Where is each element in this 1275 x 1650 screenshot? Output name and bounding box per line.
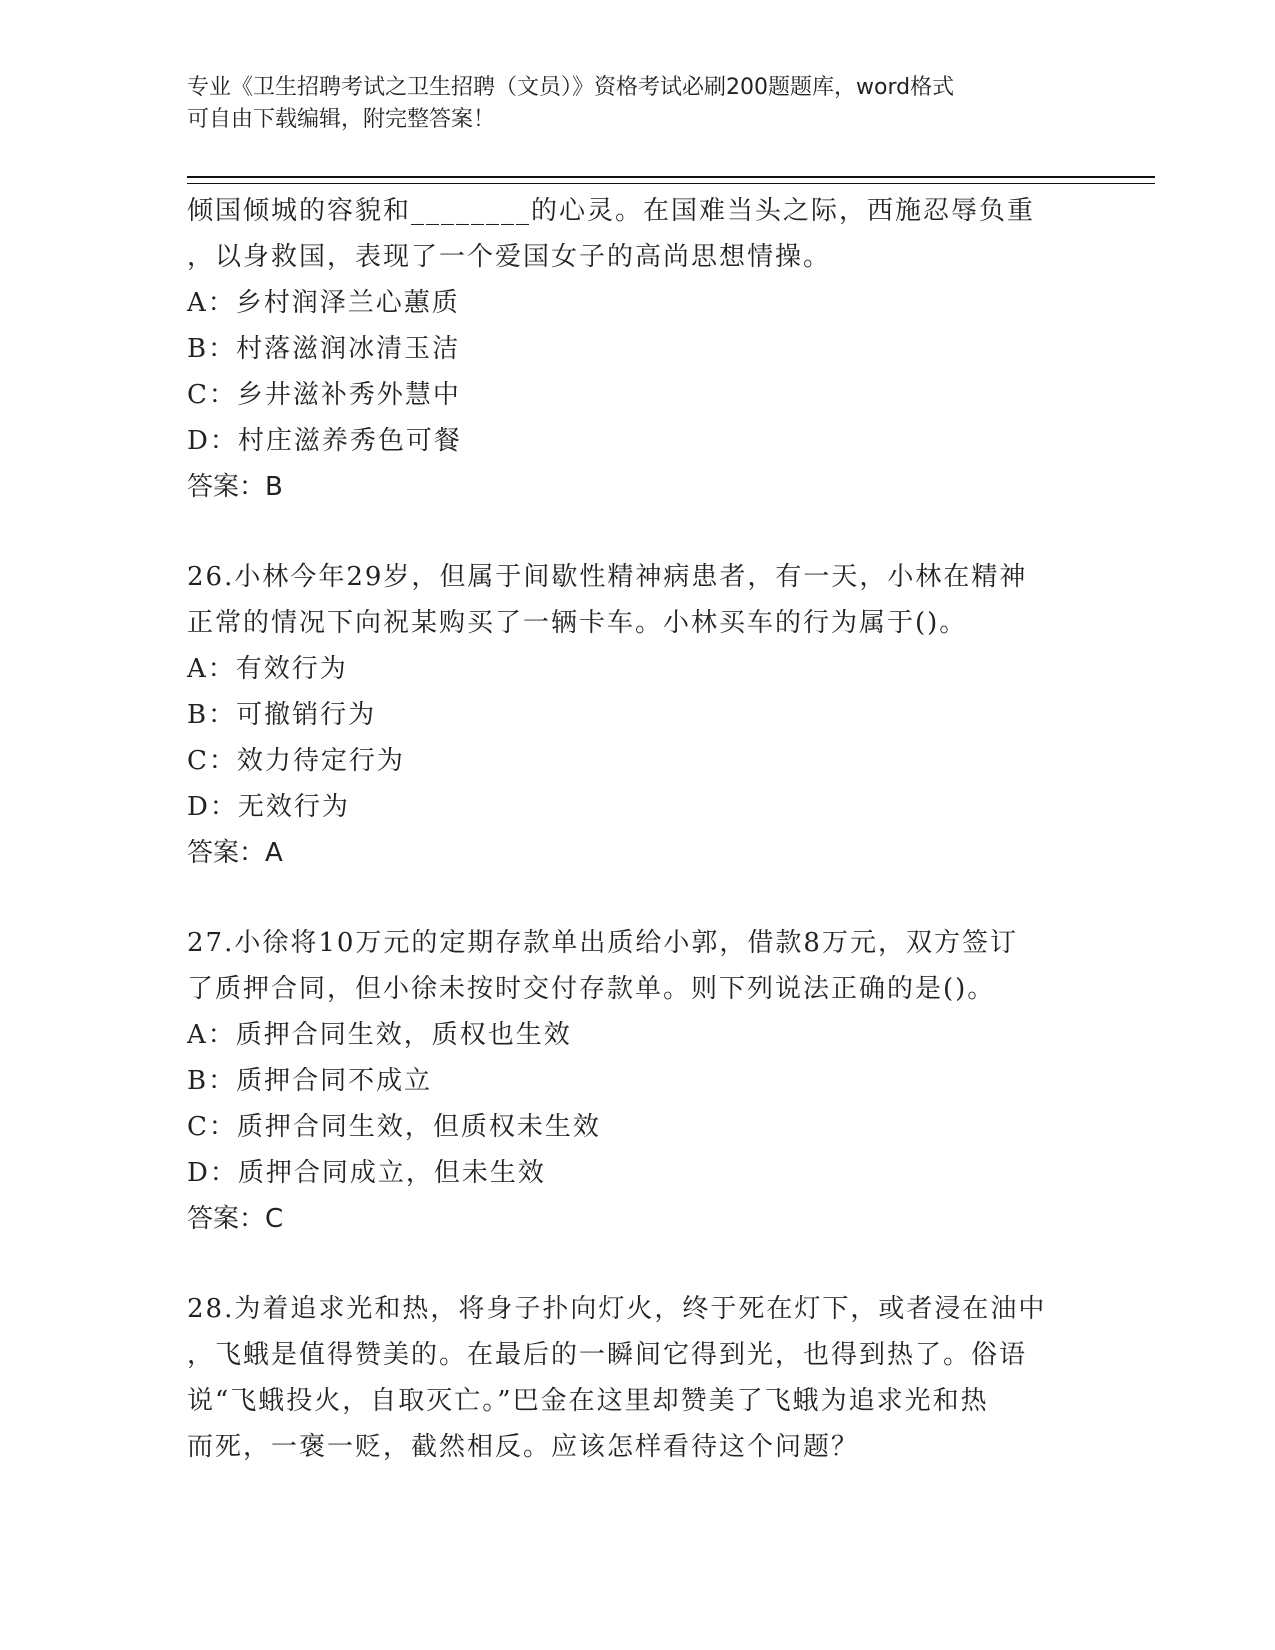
question-28 <box>187 1286 1067 1470</box>
answer: 答案：B <box>187 472 283 502</box>
option-d: D：质押合同成立，但未生效 <box>187 1158 546 1188</box>
option-c: C：乡井滋补秀外慧中 <box>187 380 461 410</box>
question-text-line: ，飞蛾是值得赞美的。在最后的一瞬间它得到光，也得到热了。俗语 <box>187 1340 1028 1370</box>
question-26 <box>187 554 1067 876</box>
question-text-line: 说“飞蛾投火，自取灭亡。”巴金在这里却赞美了飞蛾为追求光和热 <box>187 1386 989 1416</box>
header-line-2: 可自由下载编辑，附完整答案！ <box>187 107 496 132</box>
question-text-line: 而死，一褒一贬，截然相反。应该怎样看待这个问题？ <box>187 1432 860 1462</box>
option-a: A：质押合同生效，质权也生效 <box>187 1020 572 1050</box>
question-content <box>187 188 1067 1470</box>
question-text-line: 28.为着追求光和热，将身子扑向灯火，终于死在灯下，或者浸在油中 <box>187 1294 1047 1324</box>
option-b: B：可撤销行为 <box>187 700 377 730</box>
option-b: B：村落滋润冰清玉洁 <box>187 334 461 364</box>
answer: 答案：C <box>187 1204 284 1234</box>
option-c: C：效力待定行为 <box>187 746 405 776</box>
header-divider-thick <box>187 176 1155 178</box>
option-d: D：村庄滋养秀色可餐 <box>187 426 462 456</box>
option-a: A：有效行为 <box>187 654 348 684</box>
question-text-line: 了质押合同，但小徐未按时交付存款单。则下列说法正确的是()。 <box>187 974 996 1004</box>
answer: 答案：A <box>187 838 283 868</box>
header-divider-thin <box>187 183 1155 184</box>
option-c: C：质押合同生效，但质权未生效 <box>187 1112 601 1142</box>
page-header <box>187 72 1067 136</box>
option-d: D：无效行为 <box>187 792 350 822</box>
question-text-line: 27.小徐将10万元的定期存款单出质给小郭，借款8万元，双方签订 <box>187 928 1018 958</box>
option-b: B：质押合同不成立 <box>187 1066 433 1096</box>
question-25 <box>187 188 1067 510</box>
option-a: A：乡村润泽兰心蕙质 <box>187 288 460 318</box>
question-text-line: 正常的情况下向祝某购买了一辆卡车。小林买车的行为属于()。 <box>187 608 968 638</box>
question-text-line: ，以身救国，表现了一个爱国女子的高尚思想情操。 <box>187 242 832 272</box>
question-text-line: 26.小林今年29岁，但属于间歇性精神病患者，有一天，小林在精神 <box>187 562 1028 592</box>
header-line-1: 专业《卫生招聘考试之卫生招聘（文员）》资格考试必刷200题题库，word格式 <box>187 75 955 100</box>
question-27 <box>187 920 1067 1242</box>
question-text-line: 倾国倾城的容貌和________的心灵。在国难当头之际，西施忍辱负重 <box>187 196 1036 226</box>
